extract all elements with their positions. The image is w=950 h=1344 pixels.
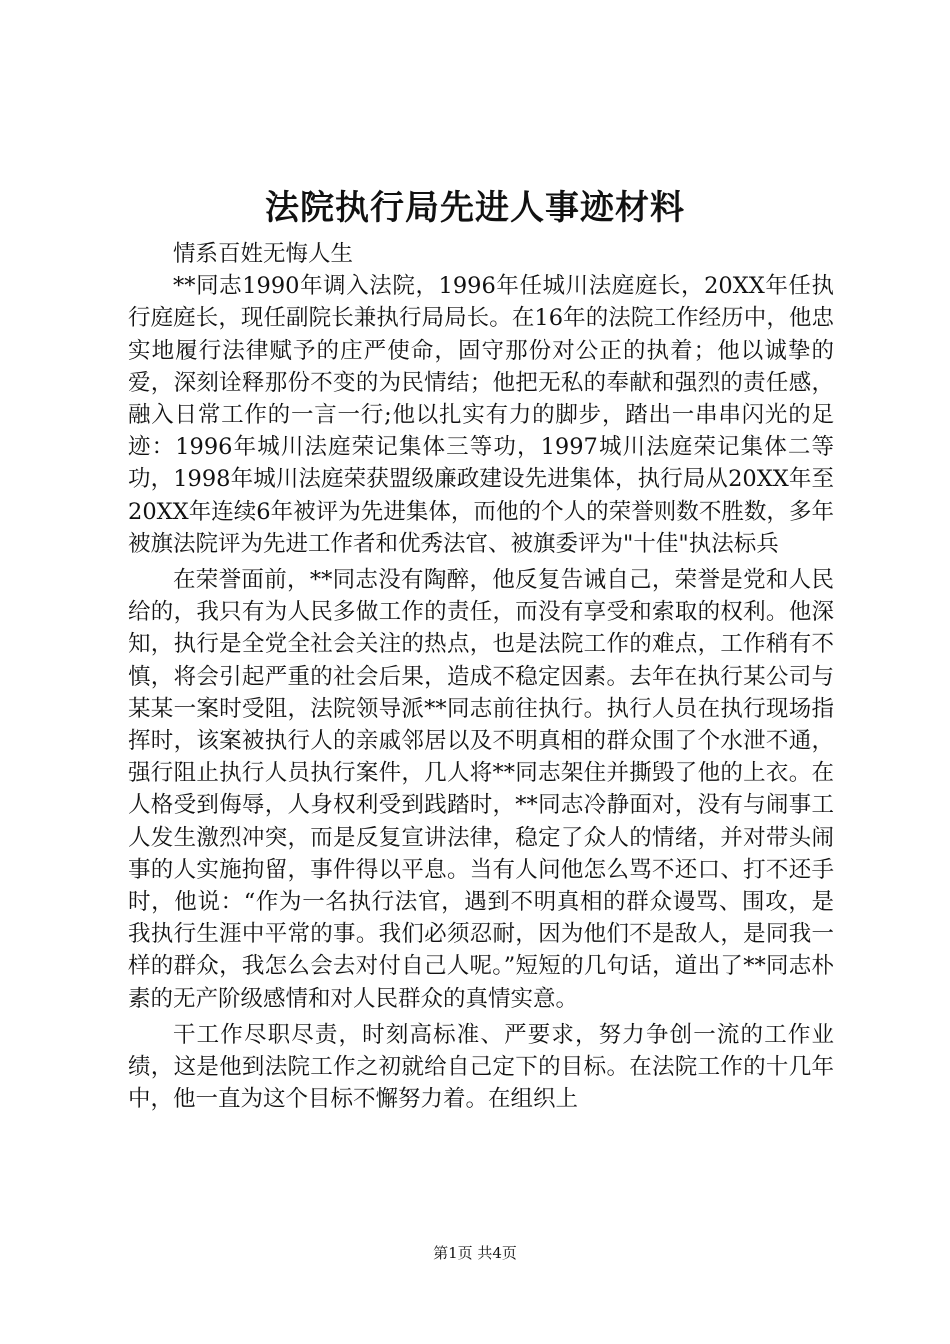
document-subtitle: 情系百姓无悔人生: [173, 241, 354, 267]
paragraph-3: 干工作尽职尽责，时刻高标准、严要求，努力争创一流的工作业绩，这是他到法院工作之初就给自己定下的目标。在法院工作的十几年中，他一直为这个目标不懈努力着。在组织上: [128, 1021, 834, 1113]
paragraph-2: 在荣誉面前，**同志没有陶醉，他反复告诫自己，荣誉是党和人民给的，我只有为人民多做工作的责任，而没有享受和索取的权利。他深知，执行是全党全社会关注的热点，也是法院工作的难点，工作稍有不慎，将会引起严重的社会后果，造成不稳定因素。去年在执行某公司与某某一案时受阻，法院领导派**同志前往执行。执行人员在执行现场指挥时，该案被执行人的亲戚邻居以及不明真相的群众围了个水泄不通，强行阻止执行人员执行案件，几人将**同志架住并撕毁了他的上衣。在人格受到侮辱，人身权利受到践踏时，**同志冷静面对，没有与闹事工人发生激烈冲突，而是反复宣讲法律，稳定了众人的情绪，并对带头闹事的人实施拘留，事件得以平息。当有人问他怎么骂不还口、打不还手时，他说：“作为一名执行法官，遇到不明真相的群众谩骂、围攻，是我执行生涯中平常的事。我们必须忍耐，因为他们不是敌人，是同我一样的群众，我怎么会去对付自己人呢。”短短的几句话，道出了**同志朴素的无产阶级感情和对人民群众的真情实意。: [128, 567, 834, 1012]
document-body: [128, 238, 834, 1115]
paragraph-1: **同志1990年调入法院，1996年任城川法庭庭长，20XX年任执行庭庭长，现任副院长兼执行局局长。在16年的法院工作经历中，他忠实地履行法律赋予的庄严使命，固守那份对公正的执着；他以诚挚的爱，深刻诠释那份不变的为民情结；他把无私的奉献和强烈的责任感，融入日常工作的一言一行;他以扎实有力的脚步，踏出一串串闪光的足迹：1996年城川法庭荣记集体三等功，1997城川法庭荣记集体二等功，1998年城川法庭荣获盟级廉政建设先进集体，执行局从20XX年至20XX年连续6年被评为先进集体，而他的个人的荣誉则数不胜数，多年被旗法院评为先进工作者和优秀法官、被旗委评为"十佳"执法标兵: [128, 273, 834, 557]
page-footer: 第1页 共4页: [433, 1244, 517, 1262]
document-title: 法院执行局先进人事迹材料: [265, 188, 685, 228]
